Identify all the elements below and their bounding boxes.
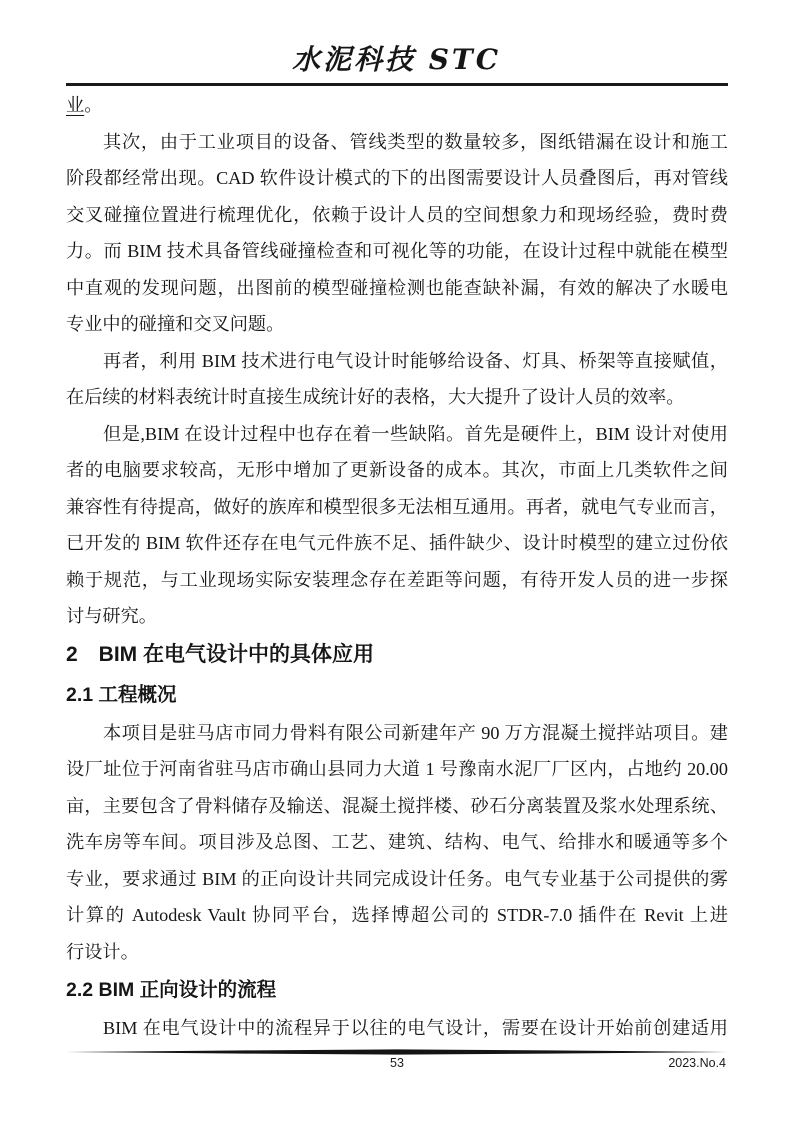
text-line-continuation: 业。 bbox=[66, 95, 103, 115]
footer-rule bbox=[66, 1049, 728, 1055]
journal-title: 水泥科技 STC bbox=[291, 43, 502, 76]
text-line: 已开发的 BIM 软件还存在电气元件族不足、插件缺少、设计时模型的建立过份依 bbox=[66, 533, 728, 553]
text-line: 其次，由于工业项目的设备、管线类型的数量较多，图纸错漏在设计和施工 bbox=[103, 131, 728, 152]
text-line: 计算的 Autodesk Vault 协同平台，选择博超公司的 STDR-7.0 插件在 Revit 上进 bbox=[66, 905, 728, 925]
header-rule bbox=[66, 83, 728, 86]
underlined-text: 业 bbox=[66, 95, 85, 115]
text-line: 阶段都经常出现。CAD 软件设计模式的下的出图需要设计人员叠图后，再对管线 bbox=[66, 168, 728, 188]
text-line: 但是,BIM 在设计过程中也存在着一些缺陷。首先是硬件上，BIM 设计对使用 bbox=[103, 423, 728, 444]
text-line: 设厂址位于河南省驻马店市确山县同力大道 1 号豫南水泥厂厂区内，占地约 20.00 bbox=[66, 759, 728, 779]
page-footer bbox=[66, 1056, 728, 1076]
text-line: 交叉碰撞位置进行梳理优化，依赖于设计人员的空间想象力和现场经验，费时费 bbox=[66, 204, 728, 225]
section-heading-2-2: 2.2 BIM 正向设计的流程 bbox=[66, 979, 277, 1001]
text-line: 再者，利用 BIM 技术进行电气设计时能够给设备、灯具、桥架等直接赋值， bbox=[103, 350, 728, 371]
text-line: 本项目是驻马店市同力骨料有限公司新建年产 90 万方混凝土搅拌站项目。建 bbox=[103, 722, 728, 743]
text-line: 赖于规范，与工业现场实际安装理念存在差距等问题，有待开发人员的进一步探 bbox=[66, 569, 728, 590]
page-number: 53 bbox=[390, 1056, 404, 1070]
text-line: 力。而 BIM 技术具备管线碰撞检查和可视化等的功能，在设计过程中就能在模型 bbox=[66, 241, 728, 261]
text-line: 在后续的材料表统计时直接生成统计好的表格，大大提升了设计人员的效率。 bbox=[66, 387, 685, 407]
section-heading-2-1: 2.1 工程概况 bbox=[66, 683, 177, 706]
document-body bbox=[66, 87, 728, 1047]
text-line: 洗车房等车间。项目涉及总图、工艺、建筑、结构、电气、给排水和暖通等多个 bbox=[66, 832, 728, 852]
text-line: 兼容性有待提高，做好的族库和模型很多无法相互通用。再者，就电气专业而言， bbox=[66, 496, 728, 517]
issue-number: 2023.No.4 bbox=[668, 1056, 726, 1070]
text-line: 专业中的碰撞和交叉问题。 bbox=[66, 314, 285, 334]
text-line: 讨与研究。 bbox=[66, 606, 157, 626]
section-heading-2: 2 BIM 在电气设计中的具体应用 bbox=[66, 642, 375, 666]
text-line: 者的电脑要求较高，无形中增加了更新设备的成本。其次，市面上几类软件之间 bbox=[66, 460, 728, 480]
text-line: 亩，主要包含了骨料储存及输送、混凝土搅拌楼、砂石分离装置及浆水处理系统、 bbox=[66, 795, 728, 816]
text-line: 行设计。 bbox=[66, 941, 139, 962]
text-line: BIM 在电气设计中的流程异于以往的电气设计，需要在设计开始前创建适用 bbox=[103, 1018, 728, 1038]
text-line: 中直观的发现问题，出图前的模型碰撞检测也能查缺补漏，有效的解决了水暖电 bbox=[66, 277, 728, 298]
text-line: 专业，要求通过 BIM 的正向设计共同完成设计任务。电气专业基于公司提供的雾 bbox=[66, 868, 728, 889]
